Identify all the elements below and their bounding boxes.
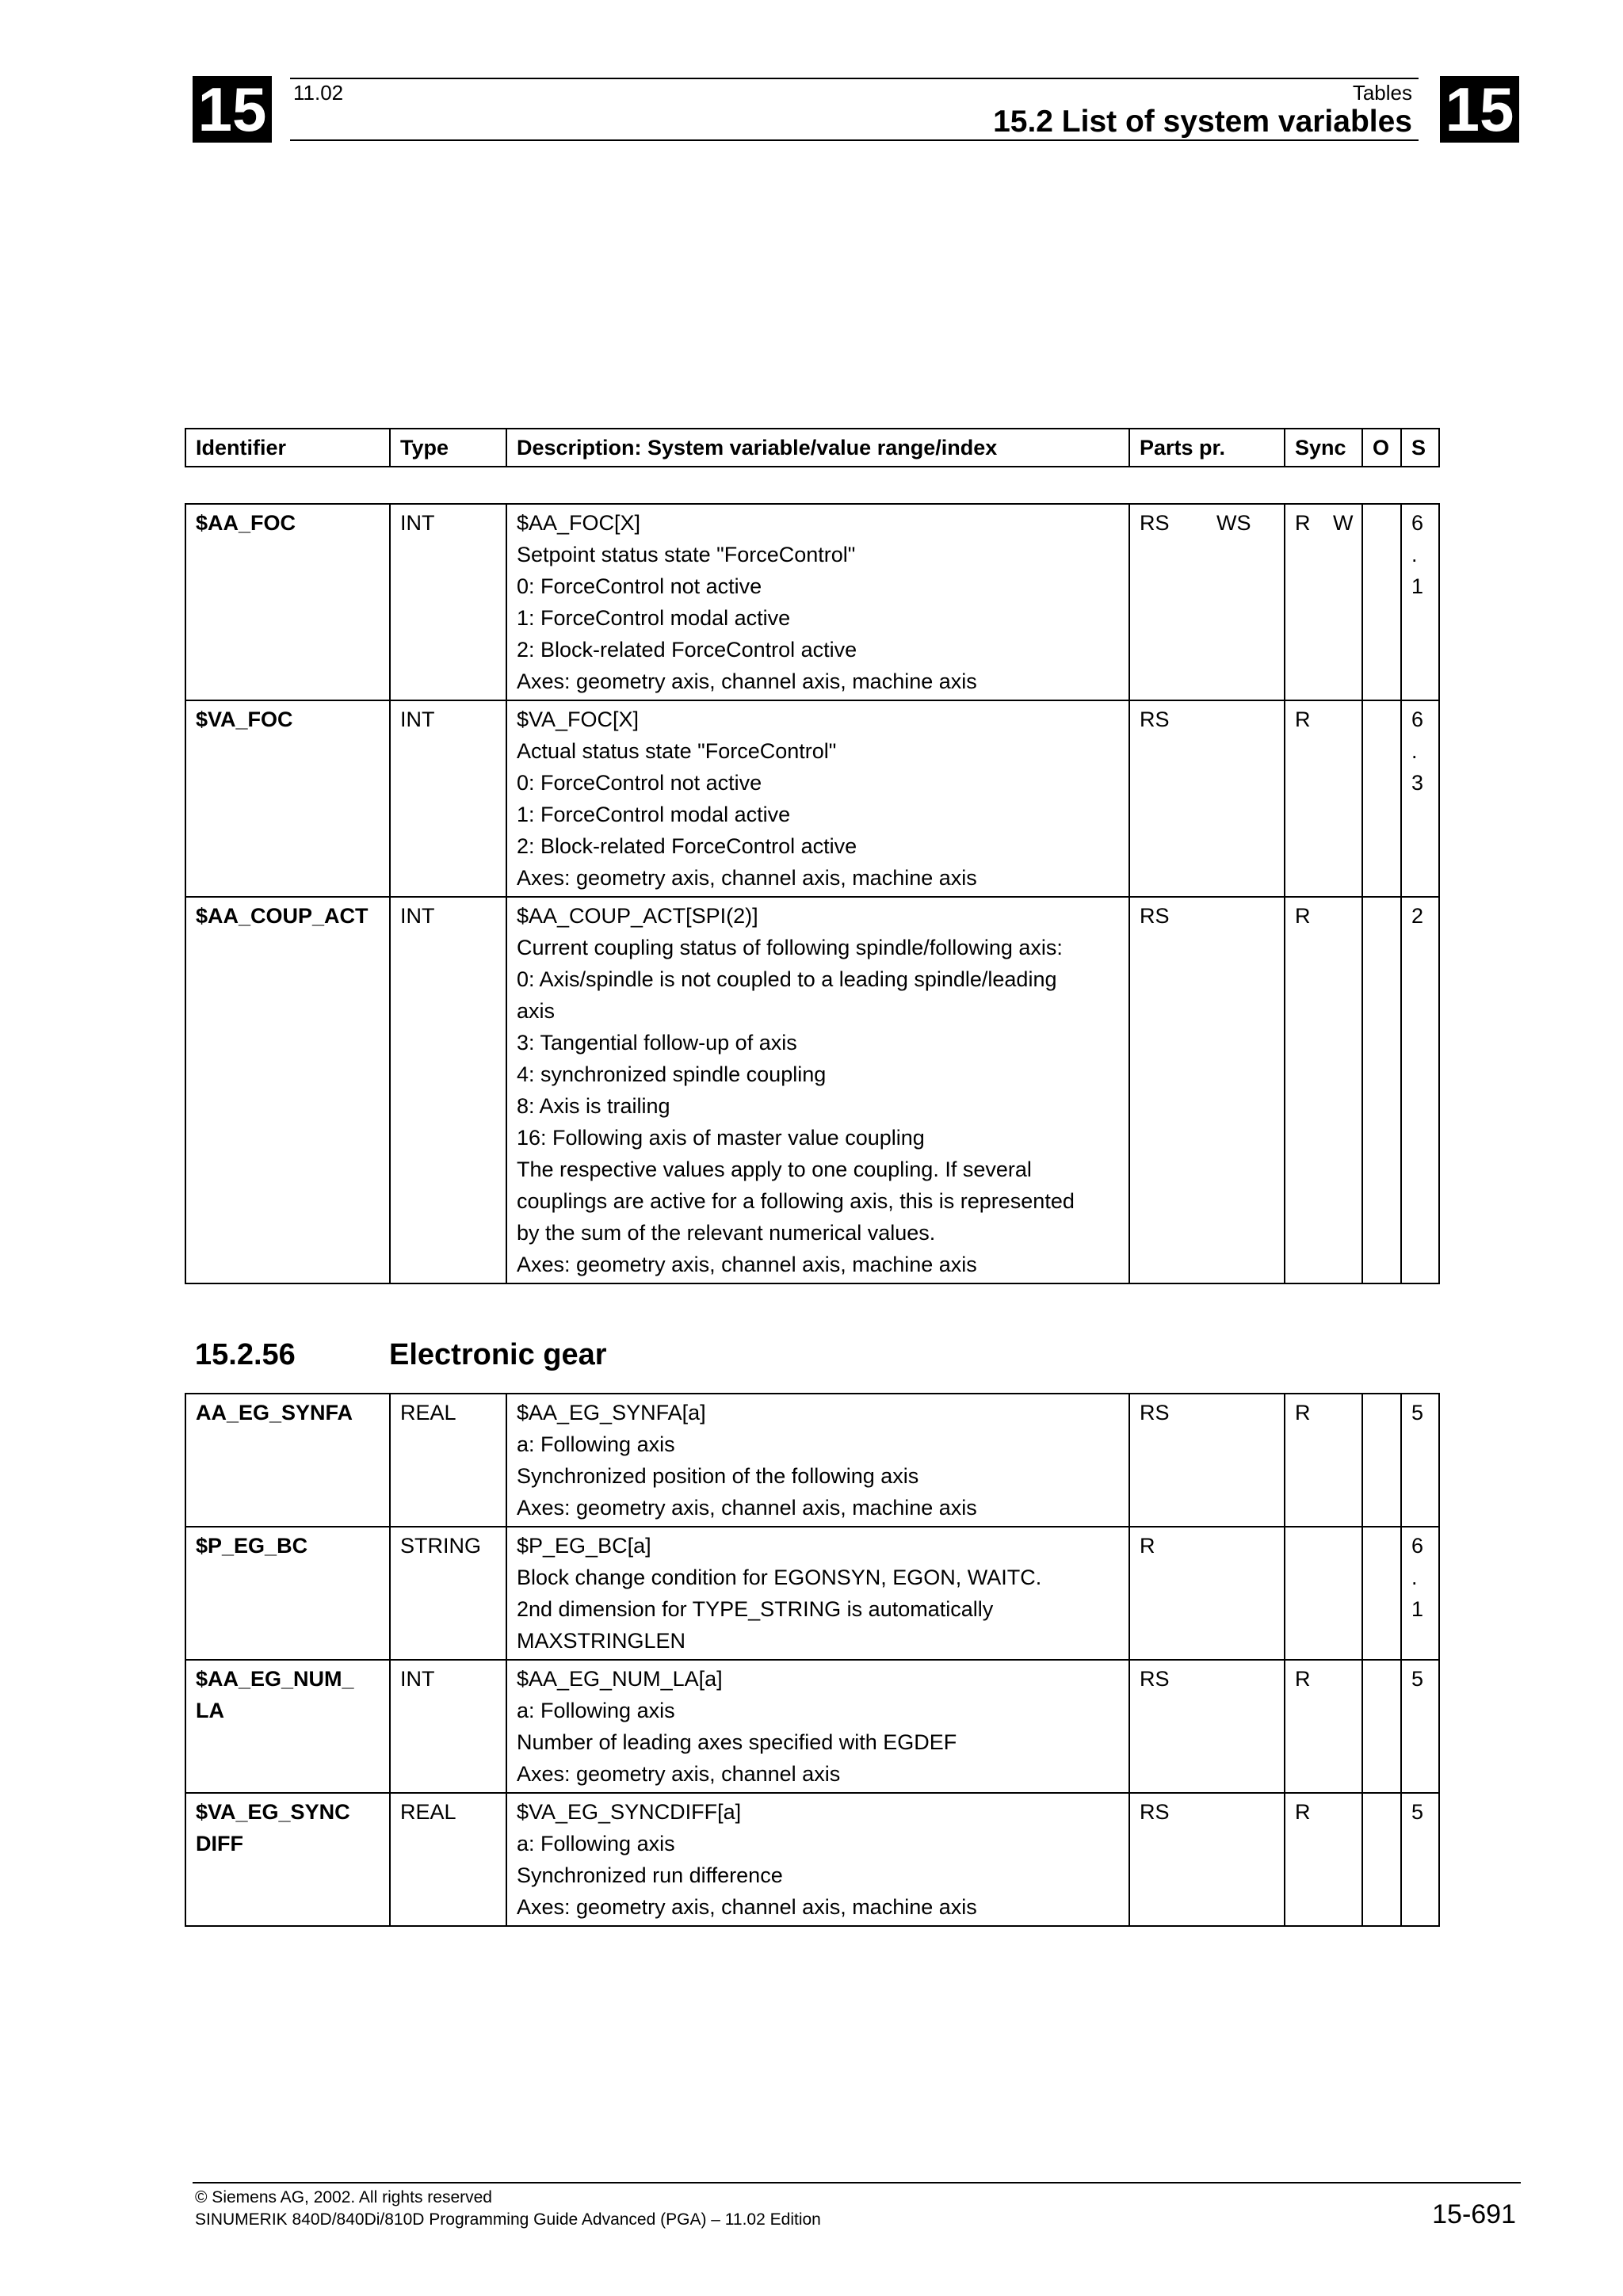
- s-column-char: 5: [1411, 1800, 1424, 1824]
- sync-write: [1323, 1660, 1362, 1793]
- description-line: a: Following axis: [517, 1832, 675, 1855]
- header-section-title: 15.2 List of system variables: [993, 105, 1412, 139]
- s-column-value: [1401, 1660, 1439, 1793]
- s-column-char: 2: [1411, 904, 1424, 928]
- s-column-value: [1401, 700, 1439, 897]
- variable-type: INT: [390, 504, 506, 700]
- s-column-char: 6: [1411, 1534, 1424, 1558]
- footer-rule: [193, 2182, 1521, 2183]
- variable-type: INT: [390, 1660, 506, 1793]
- sync-write: [1323, 1394, 1362, 1527]
- variable-description: [506, 1660, 1129, 1793]
- s-column-char: .: [1411, 1566, 1418, 1589]
- table-row: [185, 504, 1439, 700]
- variable-identifier: $AA_FOC: [185, 504, 390, 700]
- header-chapter-title: Tables: [1352, 81, 1412, 105]
- description-line: 3: Tangential follow-up of axis: [517, 1031, 797, 1055]
- description-line: Axes: geometry axis, channel axis, machine axis: [517, 1496, 977, 1520]
- o-column-value: [1362, 1527, 1401, 1660]
- page-number: 15-691: [1432, 2199, 1516, 2229]
- description-line: Block change condition for EGONSYN, EGON, WAITC.: [517, 1566, 1042, 1589]
- parts-program-read: RS: [1129, 1394, 1207, 1527]
- description-line: Axes: geometry axis, channel axis, machine axis: [517, 866, 977, 890]
- parts-program-write: [1207, 1527, 1285, 1660]
- parts-program-read: RS: [1129, 1660, 1207, 1793]
- description-line: 1: ForceControl modal active: [517, 803, 791, 826]
- section-title: Electronic gear: [389, 1338, 607, 1371]
- description-line: 2nd dimension for TYPE_STRING is automatically: [517, 1597, 994, 1621]
- description-line: $AA_EG_NUM_LA[a]: [517, 1667, 723, 1691]
- parts-program-read: RS: [1129, 897, 1207, 1283]
- description-line: Current coupling status of following spindle/following axis:: [517, 936, 1063, 959]
- sync-read: R: [1285, 1394, 1323, 1527]
- parts-program-write: [1207, 1793, 1285, 1926]
- parts-program-write: [1207, 1660, 1285, 1793]
- table-row: [185, 1793, 1439, 1926]
- description-line: The respective values apply to one coupling. If several: [517, 1158, 1032, 1181]
- o-column-value: [1362, 1660, 1401, 1793]
- description-line: axis: [517, 999, 556, 1023]
- description-line: Synchronized run difference: [517, 1863, 783, 1887]
- description-line: 2: Block-related ForceControl active: [517, 834, 857, 858]
- s-column-value: [1401, 1394, 1439, 1527]
- sync-write: W: [1323, 504, 1362, 700]
- s-column-char: 1: [1411, 574, 1424, 598]
- variable-identifier: $AA_COUP_ACT: [185, 897, 390, 1283]
- description-line: 0: ForceControl not active: [517, 771, 762, 795]
- s-column-char: 5: [1411, 1667, 1424, 1691]
- chapter-number-left: 15: [193, 76, 272, 143]
- parts-program-write: [1207, 700, 1285, 897]
- description-line: $VA_FOC[X]: [517, 707, 640, 731]
- parts-program-write: [1207, 897, 1285, 1283]
- col-header-type: Type: [390, 429, 506, 467]
- s-column-char: .: [1411, 543, 1418, 566]
- chapter-number-right: 15: [1440, 76, 1519, 143]
- sync-write: [1323, 1527, 1362, 1660]
- sync-write: [1323, 700, 1362, 897]
- variable-description: [506, 1394, 1129, 1527]
- col-header-sync: Sync: [1285, 429, 1362, 467]
- description-line: 8: Axis is trailing: [517, 1094, 670, 1118]
- table-row: [185, 1394, 1439, 1527]
- sync-write: [1323, 1793, 1362, 1926]
- table-row: [185, 897, 1439, 1283]
- variable-description: [506, 1793, 1129, 1926]
- description-line: MAXSTRINGLEN: [517, 1629, 686, 1653]
- variable-description: [506, 700, 1129, 897]
- description-line: Axes: geometry axis, channel axis, machine axis: [517, 1895, 977, 1919]
- sync-read: [1285, 1527, 1323, 1660]
- description-line: 2: Block-related ForceControl active: [517, 638, 857, 662]
- col-header-s: S: [1401, 429, 1439, 467]
- variable-description: [506, 504, 1129, 700]
- col-header-o: O: [1362, 429, 1401, 467]
- variables-table-1: [185, 503, 1440, 1284]
- column-header-table: [185, 428, 1440, 467]
- description-line: $P_EG_BC[a]: [517, 1534, 651, 1558]
- description-line: 4: synchronized spindle coupling: [517, 1062, 827, 1086]
- description-line: Axes: geometry axis, channel axis, machine axis: [517, 1253, 977, 1276]
- header-bottom-rule: [290, 139, 1419, 141]
- description-line: Setpoint status state "ForceControl": [517, 543, 856, 566]
- section-number: 15.2.56: [195, 1338, 296, 1371]
- description-line: 0: ForceControl not active: [517, 574, 762, 598]
- description-line: $VA_EG_SYNCDIFF[a]: [517, 1800, 742, 1824]
- o-column-value: [1362, 504, 1401, 700]
- s-column-char: 1: [1411, 1597, 1424, 1621]
- variable-type: REAL: [390, 1394, 506, 1527]
- description-line: by the sum of the relevant numerical values.: [517, 1221, 936, 1245]
- s-column-value: [1401, 1527, 1439, 1660]
- s-column-value: [1401, 897, 1439, 1283]
- variable-type: REAL: [390, 1793, 506, 1926]
- s-column-value: [1401, 504, 1439, 700]
- variable-description: [506, 897, 1129, 1283]
- header-top-rule: [290, 78, 1419, 79]
- s-column-value: [1401, 1793, 1439, 1926]
- description-line: Axes: geometry axis, channel axis: [517, 1762, 841, 1786]
- description-line: 16: Following axis of master value coupling: [517, 1126, 925, 1150]
- table-row: [185, 1660, 1439, 1793]
- header-date: 11.02: [293, 81, 344, 105]
- s-column-char: 5: [1411, 1401, 1424, 1425]
- description-line: Axes: geometry axis, channel axis, machine axis: [517, 669, 977, 693]
- s-column-char: 6: [1411, 707, 1424, 731]
- variable-type: INT: [390, 897, 506, 1283]
- parts-program-read: RS: [1129, 504, 1207, 700]
- variable-description: [506, 1527, 1129, 1660]
- sync-read: R: [1285, 1660, 1323, 1793]
- description-line: $AA_FOC[X]: [517, 511, 641, 535]
- description-line: 1: ForceControl modal active: [517, 606, 791, 630]
- parts-program-write: WS: [1207, 504, 1285, 700]
- table-row: [185, 1527, 1439, 1660]
- description-line: $AA_COUP_ACT[SPI(2)]: [517, 904, 758, 928]
- description-line: a: Following axis: [517, 1432, 675, 1456]
- variable-identifier: $VA_EG_SYNC DIFF: [185, 1793, 390, 1926]
- table-row: [185, 700, 1439, 897]
- description-line: 0: Axis/spindle is not coupled to a leading spindle/leading: [517, 967, 1057, 991]
- sync-write: [1323, 897, 1362, 1283]
- variable-type: INT: [390, 700, 506, 897]
- footer-document-title: SINUMERIK 840D/840Di/810D Programming Guide Advanced (PGA) – 11.02 Edition: [195, 2210, 821, 2229]
- o-column-value: [1362, 1793, 1401, 1926]
- description-line: $AA_EG_SYNFA[a]: [517, 1401, 706, 1425]
- variable-identifier: $AA_EG_NUM_ LA: [185, 1660, 390, 1793]
- variables-table-2: [185, 1393, 1440, 1927]
- description-line: Synchronized position of the following axis: [517, 1464, 919, 1488]
- variable-identifier: $VA_FOC: [185, 700, 390, 897]
- description-line: Number of leading axes specified with EGDEF: [517, 1730, 957, 1754]
- variable-identifier: $P_EG_BC: [185, 1527, 390, 1660]
- description-line: a: Following axis: [517, 1699, 675, 1722]
- variable-type: STRING: [390, 1527, 506, 1660]
- o-column-value: [1362, 1394, 1401, 1527]
- parts-program-read: RS: [1129, 1793, 1207, 1926]
- variable-identifier: AA_EG_SYNFA: [185, 1394, 390, 1527]
- parts-program-write: [1207, 1394, 1285, 1527]
- sync-read: R: [1285, 504, 1323, 700]
- s-column-char: .: [1411, 739, 1418, 763]
- o-column-value: [1362, 700, 1401, 897]
- parts-program-read: RS: [1129, 700, 1207, 897]
- description-line: Actual status state "ForceControl": [517, 739, 837, 763]
- sync-read: R: [1285, 897, 1323, 1283]
- s-column-char: 6: [1411, 511, 1424, 535]
- sync-read: R: [1285, 1793, 1323, 1926]
- col-header-description: Description: System variable/value range/index: [506, 429, 1129, 467]
- s-column-char: 3: [1411, 771, 1424, 795]
- footer-copyright: © Siemens AG, 2002. All rights reserved: [195, 2188, 492, 2206]
- description-line: couplings are active for a following axis, this is represented: [517, 1189, 1075, 1213]
- col-header-parts: Parts pr.: [1129, 429, 1285, 467]
- col-header-identifier: Identifier: [185, 429, 390, 467]
- o-column-value: [1362, 897, 1401, 1283]
- sync-read: R: [1285, 700, 1323, 897]
- parts-program-read: R: [1129, 1527, 1207, 1660]
